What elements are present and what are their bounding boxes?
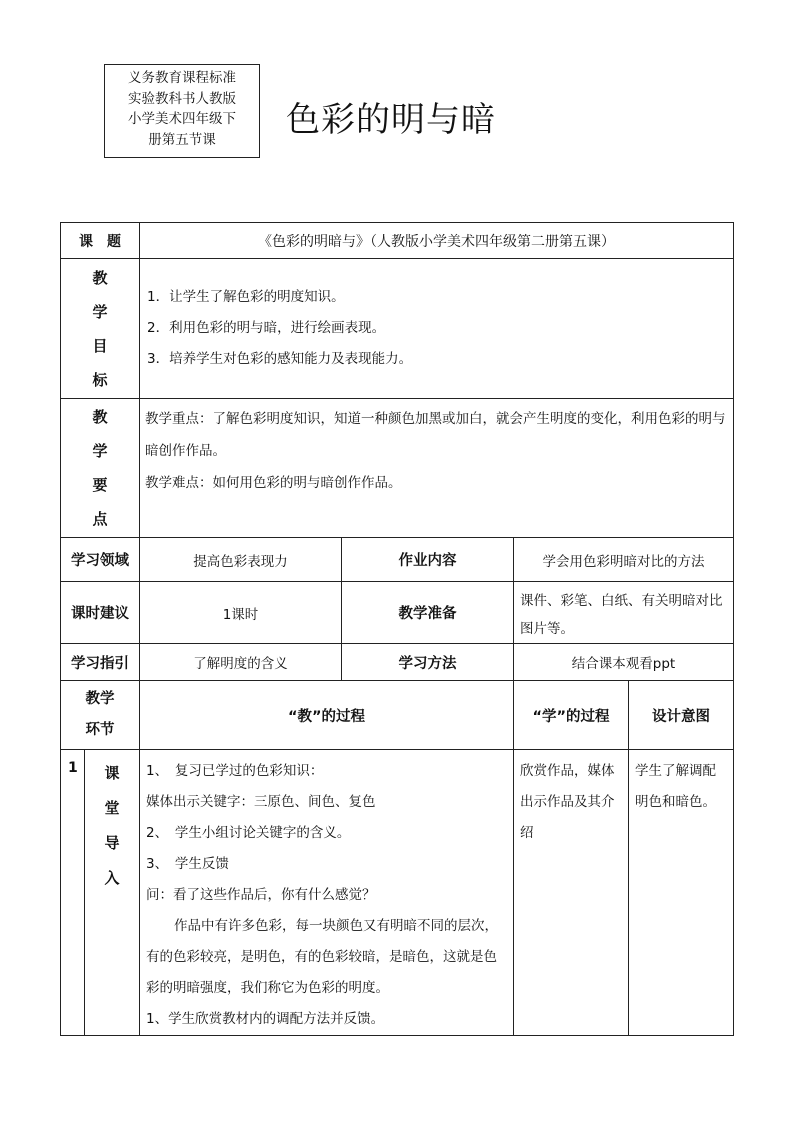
method-label: 学习方法: [342, 644, 514, 681]
learn-process-header: “学”的过程: [514, 681, 629, 750]
field-label: 学习领域: [61, 538, 140, 582]
time-value: 1课时: [140, 582, 342, 644]
guide-value: 了解明度的含义: [140, 644, 342, 681]
guide-row: [61, 644, 734, 681]
teach-line: 3、 学生反馈: [146, 856, 229, 872]
teach-line: 2、 学生小组讨论关键字的含义。: [146, 825, 351, 841]
time-label: 课时建议: [61, 582, 140, 644]
topic-label: 课 题: [61, 223, 140, 259]
field-value: 提高色彩表现力: [140, 538, 342, 582]
field-row: [61, 538, 734, 582]
topic-value: 《色彩的明暗与》（人教版小学美术四年级第二册第五课）: [140, 223, 734, 259]
curriculum-line: 实验教科书人教版: [128, 90, 236, 107]
curriculum-line: 小学美术四年级下: [128, 111, 236, 127]
lesson-plan-table: [60, 222, 734, 1036]
design-intent: 学生了解调配明色和暗色。: [629, 750, 734, 1036]
teach-line: 1、 复习已学过的色彩知识：: [146, 763, 324, 779]
teach-line: 1、学生欣赏教材内的调配方法并反馈。: [146, 1011, 385, 1027]
teach-process: [140, 750, 514, 1036]
design-intent-header: 设计意图: [629, 681, 734, 750]
topic-row: [61, 223, 734, 259]
objective-item: 1．让学生了解色彩的明度知识。: [147, 289, 345, 305]
key-points-row: [61, 399, 734, 538]
objectives-list: [140, 259, 734, 399]
teach-line: 问：看了这些作品后，你有什么感觉？: [146, 887, 376, 903]
homework-label: 作业内容: [342, 538, 514, 582]
homework-value: 学会用色彩明暗对比的方法: [514, 538, 734, 582]
teaching-focus: 教学重点：了解色彩明度知识，知道一种颜色加黑或加白，就会产生明度的变化，利用色彩的明与暗创作作品。: [145, 411, 726, 459]
process-header-row: [61, 681, 734, 750]
preparation-value: 课件、彩笔、白纸、有关明暗对比图片等。: [514, 582, 734, 644]
curriculum-info-box: [104, 64, 260, 158]
objective-item: 3．培养学生对色彩的感知能力及表现能力。: [147, 351, 413, 367]
preparation-label: 教学准备: [342, 582, 514, 644]
curriculum-line: 册第五节课: [148, 131, 216, 148]
objectives-row: [61, 259, 734, 399]
guide-label: 学习指引: [61, 644, 140, 681]
stage-name: 课 堂 导 入: [85, 750, 140, 1036]
document-title: 色彩的明与暗: [286, 100, 496, 140]
curriculum-line: 义务教育课程标准: [128, 70, 236, 86]
learn-process: 欣赏作品，媒体出示作品及其介绍: [514, 750, 629, 1036]
stage-1-row: [61, 750, 734, 1036]
time-row: [61, 582, 734, 644]
key-points-label: 教 学 要 点: [61, 399, 140, 538]
objectives-label: 教 学 目 标: [61, 259, 140, 399]
teach-process-header: “教”的过程: [140, 681, 514, 750]
objective-item: 2．利用色彩的明与暗，进行绘画表现。: [147, 320, 386, 336]
method-value: 结合课本观看ppt: [514, 644, 734, 681]
key-points-content: [140, 399, 734, 538]
teaching-difficulty: 教学难点：如何用色彩的明与暗创作作品。: [145, 475, 402, 491]
teach-paragraph: 作品中有许多色彩，每一块颜色又有明暗不同的层次，有的色彩较亮，是明色，有的色彩较暗，是暗色，这就是色彩的明暗强度，我们称它为色彩的明度。: [146, 918, 498, 996]
teach-line: 媒体出示关键字：三原色、间色、复色: [146, 794, 376, 810]
stage-header: 教学 环节: [61, 681, 140, 750]
stage-number: 1: [61, 750, 85, 1036]
